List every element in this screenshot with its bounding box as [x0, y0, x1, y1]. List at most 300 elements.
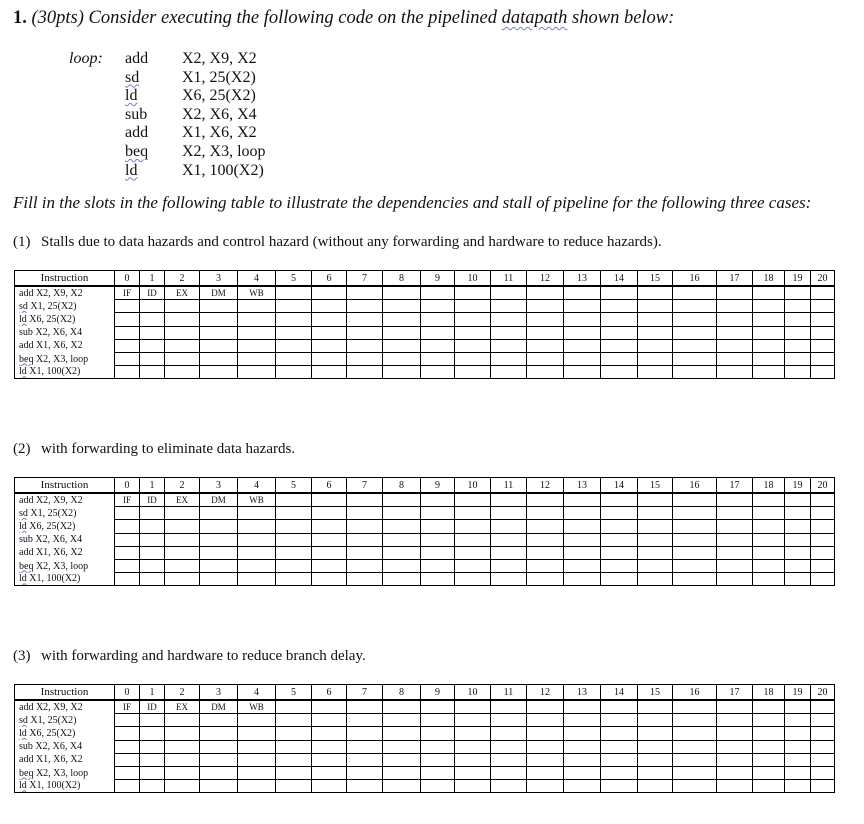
- pipeline-slot[interactable]: [238, 339, 276, 352]
- pipeline-slot[interactable]: [527, 313, 564, 326]
- pipeline-slot[interactable]: [564, 313, 601, 326]
- pipeline-slot[interactable]: [140, 559, 165, 572]
- pipeline-slot[interactable]: [238, 313, 276, 326]
- pipeline-slot[interactable]: [165, 300, 200, 313]
- pipeline-slot[interactable]: [527, 533, 564, 546]
- pipeline-slot[interactable]: [753, 326, 785, 339]
- pipeline-slot[interactable]: [527, 753, 564, 766]
- pipeline-slot[interactable]: [811, 520, 835, 533]
- pipeline-slot[interactable]: [115, 326, 140, 339]
- pipeline-slot[interactable]: [811, 533, 835, 546]
- pipeline-slot[interactable]: [140, 339, 165, 352]
- pipeline-slot[interactable]: [238, 780, 276, 793]
- pipeline-slot[interactable]: [276, 753, 312, 766]
- pipeline-slot[interactable]: [564, 573, 601, 586]
- pipeline-slot[interactable]: [421, 339, 455, 352]
- pipeline-slot[interactable]: [601, 700, 638, 714]
- pipeline-slot[interactable]: [455, 753, 491, 766]
- pipeline-slot[interactable]: [811, 366, 835, 379]
- pipeline-slot[interactable]: [455, 313, 491, 326]
- pipeline-slot[interactable]: [347, 573, 383, 586]
- pipeline-slot[interactable]: [811, 507, 835, 520]
- pipeline-slot[interactable]: [785, 366, 811, 379]
- pipeline-slot[interactable]: [491, 286, 527, 300]
- pipeline-slot[interactable]: [491, 766, 527, 779]
- pipeline-slot[interactable]: [785, 286, 811, 300]
- pipeline-slot[interactable]: [347, 780, 383, 793]
- pipeline-slot[interactable]: [115, 714, 140, 727]
- pipeline-slot[interactable]: [673, 727, 717, 740]
- pipeline-slot[interactable]: [811, 714, 835, 727]
- pipeline-slot[interactable]: [276, 339, 312, 352]
- pipeline-slot[interactable]: WB: [238, 493, 276, 507]
- pipeline-slot[interactable]: [238, 507, 276, 520]
- pipeline-slot[interactable]: [165, 366, 200, 379]
- pipeline-slot[interactable]: [276, 714, 312, 727]
- pipeline-slot[interactable]: [601, 780, 638, 793]
- pipeline-slot[interactable]: [527, 700, 564, 714]
- pipeline-slot[interactable]: [601, 339, 638, 352]
- pipeline-slot[interactable]: [753, 286, 785, 300]
- pipeline-slot[interactable]: [421, 366, 455, 379]
- pipeline-slot[interactable]: [785, 766, 811, 779]
- pipeline-slot[interactable]: [347, 493, 383, 507]
- pipeline-slot[interactable]: [753, 300, 785, 313]
- pipeline-slot[interactable]: [564, 740, 601, 753]
- pipeline-slot[interactable]: [491, 366, 527, 379]
- pipeline-slot[interactable]: [421, 740, 455, 753]
- pipeline-slot[interactable]: [811, 546, 835, 559]
- pipeline-slot[interactable]: [115, 766, 140, 779]
- pipeline-slot[interactable]: [638, 753, 673, 766]
- pipeline-slot[interactable]: [753, 573, 785, 586]
- pipeline-slot[interactable]: [165, 727, 200, 740]
- pipeline-slot[interactable]: [276, 520, 312, 533]
- pipeline-slot[interactable]: [200, 573, 238, 586]
- pipeline-slot[interactable]: [383, 352, 421, 365]
- pipeline-slot[interactable]: [673, 573, 717, 586]
- pipeline-slot[interactable]: [347, 366, 383, 379]
- pipeline-slot[interactable]: [673, 559, 717, 572]
- pipeline-slot[interactable]: [455, 533, 491, 546]
- pipeline-slot[interactable]: [673, 300, 717, 313]
- pipeline-slot[interactable]: [491, 313, 527, 326]
- pipeline-slot[interactable]: [347, 286, 383, 300]
- pipeline-slot[interactable]: [383, 366, 421, 379]
- pipeline-slot[interactable]: [753, 766, 785, 779]
- pipeline-slot[interactable]: [527, 559, 564, 572]
- pipeline-slot[interactable]: [638, 339, 673, 352]
- pipeline-slot[interactable]: [717, 753, 753, 766]
- pipeline-slot[interactable]: [601, 507, 638, 520]
- pipeline-slot[interactable]: [564, 559, 601, 572]
- pipeline-slot[interactable]: [491, 326, 527, 339]
- pipeline-slot[interactable]: [115, 780, 140, 793]
- pipeline-slot[interactable]: [638, 714, 673, 727]
- pipeline-slot[interactable]: [238, 740, 276, 753]
- pipeline-slot[interactable]: [638, 766, 673, 779]
- pipeline-slot[interactable]: [673, 740, 717, 753]
- pipeline-slot[interactable]: [491, 507, 527, 520]
- pipeline-slot[interactable]: [785, 300, 811, 313]
- pipeline-slot[interactable]: IF: [115, 493, 140, 507]
- pipeline-slot[interactable]: [564, 727, 601, 740]
- pipeline-slot[interactable]: [276, 740, 312, 753]
- pipeline-slot[interactable]: [383, 533, 421, 546]
- pipeline-slot[interactable]: [165, 766, 200, 779]
- pipeline-slot[interactable]: [717, 493, 753, 507]
- pipeline-slot[interactable]: [564, 352, 601, 365]
- pipeline-slot[interactable]: [140, 753, 165, 766]
- pipeline-slot[interactable]: [455, 366, 491, 379]
- pipeline-slot[interactable]: [140, 766, 165, 779]
- pipeline-slot[interactable]: [165, 714, 200, 727]
- pipeline-slot[interactable]: DM: [200, 493, 238, 507]
- pipeline-slot[interactable]: [312, 313, 347, 326]
- pipeline-slot[interactable]: [491, 300, 527, 313]
- pipeline-slot[interactable]: [115, 546, 140, 559]
- pipeline-slot[interactable]: [421, 326, 455, 339]
- pipeline-slot[interactable]: [601, 493, 638, 507]
- pipeline-slot[interactable]: [785, 520, 811, 533]
- pipeline-slot[interactable]: [238, 753, 276, 766]
- pipeline-slot[interactable]: [421, 753, 455, 766]
- pipeline-slot[interactable]: [491, 753, 527, 766]
- pipeline-slot[interactable]: [276, 546, 312, 559]
- pipeline-slot[interactable]: [140, 573, 165, 586]
- pipeline-slot[interactable]: [200, 366, 238, 379]
- pipeline-slot[interactable]: [638, 300, 673, 313]
- pipeline-slot[interactable]: [491, 520, 527, 533]
- pipeline-slot[interactable]: [491, 727, 527, 740]
- pipeline-slot[interactable]: [238, 546, 276, 559]
- pipeline-slot[interactable]: [564, 533, 601, 546]
- pipeline-slot[interactable]: [347, 339, 383, 352]
- pipeline-slot[interactable]: [347, 753, 383, 766]
- pipeline-slot[interactable]: [238, 352, 276, 365]
- pipeline-slot[interactable]: [312, 714, 347, 727]
- pipeline-slot[interactable]: [638, 740, 673, 753]
- pipeline-slot[interactable]: [455, 780, 491, 793]
- pipeline-slot[interactable]: [312, 339, 347, 352]
- pipeline-slot[interactable]: [527, 300, 564, 313]
- pipeline-slot[interactable]: [527, 352, 564, 365]
- pipeline-slot[interactable]: [811, 727, 835, 740]
- pipeline-slot[interactable]: [673, 339, 717, 352]
- pipeline-slot[interactable]: [276, 533, 312, 546]
- pipeline-slot[interactable]: [165, 339, 200, 352]
- pipeline-slot[interactable]: [347, 740, 383, 753]
- pipeline-slot[interactable]: [238, 533, 276, 546]
- pipeline-slot[interactable]: [811, 493, 835, 507]
- pipeline-slot[interactable]: [785, 533, 811, 546]
- pipeline-slot[interactable]: [811, 313, 835, 326]
- pipeline-slot[interactable]: [491, 533, 527, 546]
- pipeline-slot[interactable]: [811, 326, 835, 339]
- pipeline-slot[interactable]: [785, 753, 811, 766]
- pipeline-slot[interactable]: [421, 573, 455, 586]
- pipeline-slot[interactable]: [673, 753, 717, 766]
- pipeline-slot[interactable]: [421, 727, 455, 740]
- pipeline-slot[interactable]: [811, 753, 835, 766]
- pipeline-slot[interactable]: [140, 326, 165, 339]
- pipeline-slot[interactable]: [238, 326, 276, 339]
- pipeline-slot[interactable]: [491, 559, 527, 572]
- pipeline-slot[interactable]: [312, 507, 347, 520]
- pipeline-slot[interactable]: [673, 493, 717, 507]
- pipeline-slot[interactable]: [753, 753, 785, 766]
- pipeline-slot[interactable]: [165, 352, 200, 365]
- pipeline-slot[interactable]: [383, 780, 421, 793]
- pipeline-slot[interactable]: [811, 300, 835, 313]
- pipeline-slot[interactable]: [200, 727, 238, 740]
- pipeline-slot[interactable]: [527, 366, 564, 379]
- pipeline-slot[interactable]: [115, 339, 140, 352]
- pipeline-slot[interactable]: [383, 520, 421, 533]
- pipeline-slot[interactable]: DM: [200, 700, 238, 714]
- pipeline-slot[interactable]: [140, 714, 165, 727]
- pipeline-slot[interactable]: [717, 339, 753, 352]
- pipeline-slot[interactable]: [238, 573, 276, 586]
- pipeline-slot[interactable]: [383, 714, 421, 727]
- pipeline-slot[interactable]: [717, 533, 753, 546]
- pipeline-slot[interactable]: [421, 714, 455, 727]
- pipeline-slot[interactable]: [785, 740, 811, 753]
- pipeline-slot[interactable]: [455, 507, 491, 520]
- pipeline-slot[interactable]: [753, 352, 785, 365]
- pipeline-slot[interactable]: [200, 533, 238, 546]
- pipeline-slot[interactable]: [238, 714, 276, 727]
- pipeline-slot[interactable]: [785, 727, 811, 740]
- pipeline-slot[interactable]: [200, 520, 238, 533]
- pipeline-slot[interactable]: [564, 520, 601, 533]
- pipeline-slot[interactable]: [717, 727, 753, 740]
- pipeline-slot[interactable]: [140, 546, 165, 559]
- pipeline-slot[interactable]: [527, 766, 564, 779]
- pipeline-slot[interactable]: [811, 740, 835, 753]
- pipeline-slot[interactable]: [421, 352, 455, 365]
- pipeline-slot[interactable]: [421, 559, 455, 572]
- pipeline-slot[interactable]: [564, 780, 601, 793]
- pipeline-slot[interactable]: [601, 727, 638, 740]
- pipeline-slot[interactable]: [753, 520, 785, 533]
- pipeline-slot[interactable]: [115, 300, 140, 313]
- pipeline-slot[interactable]: [421, 780, 455, 793]
- pipeline-slot[interactable]: [673, 766, 717, 779]
- pipeline-slot[interactable]: [753, 780, 785, 793]
- pipeline-slot[interactable]: [785, 339, 811, 352]
- pipeline-slot[interactable]: [115, 352, 140, 365]
- pipeline-slot[interactable]: [383, 313, 421, 326]
- pipeline-slot[interactable]: [455, 740, 491, 753]
- pipeline-slot[interactable]: [347, 520, 383, 533]
- pipeline-slot[interactable]: [165, 326, 200, 339]
- pipeline-slot[interactable]: [638, 286, 673, 300]
- pipeline-slot[interactable]: [140, 740, 165, 753]
- pipeline-slot[interactable]: ID: [140, 493, 165, 507]
- pipeline-slot[interactable]: [785, 573, 811, 586]
- pipeline-slot[interactable]: [140, 533, 165, 546]
- pipeline-slot[interactable]: WB: [238, 700, 276, 714]
- pipeline-slot[interactable]: [200, 352, 238, 365]
- pipeline-slot[interactable]: [527, 780, 564, 793]
- pipeline-slot[interactable]: [673, 286, 717, 300]
- pipeline-slot[interactable]: [785, 700, 811, 714]
- pipeline-slot[interactable]: [564, 326, 601, 339]
- pipeline-slot[interactable]: [312, 546, 347, 559]
- pipeline-slot[interactable]: [165, 313, 200, 326]
- pipeline-slot[interactable]: [383, 286, 421, 300]
- pipeline-slot[interactable]: [753, 533, 785, 546]
- pipeline-slot[interactable]: [717, 313, 753, 326]
- pipeline-slot[interactable]: [527, 339, 564, 352]
- pipeline-slot[interactable]: [276, 780, 312, 793]
- pipeline-slot[interactable]: [455, 766, 491, 779]
- pipeline-slot[interactable]: [601, 286, 638, 300]
- pipeline-slot[interactable]: [811, 352, 835, 365]
- pipeline-slot[interactable]: [200, 766, 238, 779]
- pipeline-slot[interactable]: [347, 326, 383, 339]
- pipeline-slot[interactable]: [673, 700, 717, 714]
- pipeline-slot[interactable]: [785, 780, 811, 793]
- pipeline-slot[interactable]: [673, 714, 717, 727]
- pipeline-slot[interactable]: [673, 352, 717, 365]
- pipeline-slot[interactable]: [165, 559, 200, 572]
- pipeline-slot[interactable]: [811, 286, 835, 300]
- pipeline-slot[interactable]: [673, 507, 717, 520]
- pipeline-slot[interactable]: [165, 520, 200, 533]
- pipeline-slot[interactable]: [785, 313, 811, 326]
- pipeline-slot[interactable]: [673, 313, 717, 326]
- pipeline-slot[interactable]: [638, 520, 673, 533]
- pipeline-slot[interactable]: [383, 753, 421, 766]
- pipeline-slot[interactable]: [238, 559, 276, 572]
- pipeline-slot[interactable]: [527, 727, 564, 740]
- pipeline-slot[interactable]: [491, 493, 527, 507]
- pipeline-slot[interactable]: [717, 300, 753, 313]
- pipeline-slot[interactable]: [115, 753, 140, 766]
- pipeline-slot[interactable]: [491, 740, 527, 753]
- pipeline-slot[interactable]: [638, 727, 673, 740]
- pipeline-slot[interactable]: [115, 573, 140, 586]
- pipeline-slot[interactable]: [115, 559, 140, 572]
- pipeline-slot[interactable]: [200, 313, 238, 326]
- pipeline-slot[interactable]: [527, 520, 564, 533]
- pipeline-slot[interactable]: [115, 727, 140, 740]
- pipeline-slot[interactable]: [564, 493, 601, 507]
- pipeline-slot[interactable]: [312, 740, 347, 753]
- pipeline-slot[interactable]: [238, 300, 276, 313]
- pipeline-slot[interactable]: [753, 313, 785, 326]
- pipeline-slot[interactable]: DM: [200, 286, 238, 300]
- pipeline-slot[interactable]: [276, 559, 312, 572]
- pipeline-slot[interactable]: [717, 507, 753, 520]
- pipeline-slot[interactable]: [276, 326, 312, 339]
- pipeline-slot[interactable]: [140, 507, 165, 520]
- pipeline-slot[interactable]: [347, 727, 383, 740]
- pipeline-slot[interactable]: [601, 740, 638, 753]
- pipeline-slot[interactable]: [785, 326, 811, 339]
- pipeline-slot[interactable]: [811, 339, 835, 352]
- pipeline-slot[interactable]: [276, 366, 312, 379]
- pipeline-slot[interactable]: [638, 533, 673, 546]
- pipeline-slot[interactable]: [165, 740, 200, 753]
- pipeline-slot[interactable]: [717, 740, 753, 753]
- pipeline-slot[interactable]: [753, 740, 785, 753]
- pipeline-slot[interactable]: [140, 313, 165, 326]
- pipeline-slot[interactable]: [200, 714, 238, 727]
- pipeline-slot[interactable]: [638, 493, 673, 507]
- pipeline-slot[interactable]: [200, 300, 238, 313]
- pipeline-slot[interactable]: [601, 714, 638, 727]
- pipeline-slot[interactable]: [811, 559, 835, 572]
- pipeline-slot[interactable]: [638, 573, 673, 586]
- pipeline-slot[interactable]: [564, 507, 601, 520]
- pipeline-slot[interactable]: [717, 766, 753, 779]
- pipeline-slot[interactable]: [601, 326, 638, 339]
- pipeline-slot[interactable]: [638, 780, 673, 793]
- pipeline-slot[interactable]: [753, 493, 785, 507]
- pipeline-slot[interactable]: [347, 352, 383, 365]
- pipeline-slot[interactable]: [673, 533, 717, 546]
- pipeline-slot[interactable]: [383, 740, 421, 753]
- pipeline-slot[interactable]: [347, 300, 383, 313]
- pipeline-slot[interactable]: [455, 326, 491, 339]
- pipeline-slot[interactable]: [276, 766, 312, 779]
- pipeline-slot[interactable]: [785, 559, 811, 572]
- pipeline-slot[interactable]: [455, 714, 491, 727]
- pipeline-slot[interactable]: [115, 366, 140, 379]
- pipeline-slot[interactable]: [421, 313, 455, 326]
- pipeline-slot[interactable]: [527, 286, 564, 300]
- pipeline-slot[interactable]: [455, 352, 491, 365]
- pipeline-slot[interactable]: ID: [140, 286, 165, 300]
- pipeline-slot[interactable]: [785, 714, 811, 727]
- pipeline-slot[interactable]: [276, 313, 312, 326]
- pipeline-slot[interactable]: [421, 533, 455, 546]
- pipeline-slot[interactable]: [276, 573, 312, 586]
- pipeline-slot[interactable]: [811, 780, 835, 793]
- pipeline-slot[interactable]: [717, 714, 753, 727]
- pipeline-slot[interactable]: [564, 300, 601, 313]
- pipeline-slot[interactable]: [383, 766, 421, 779]
- pipeline-slot[interactable]: [455, 300, 491, 313]
- pipeline-slot[interactable]: [564, 339, 601, 352]
- pipeline-slot[interactable]: [527, 507, 564, 520]
- pipeline-slot[interactable]: [785, 546, 811, 559]
- pipeline-slot[interactable]: [785, 352, 811, 365]
- pipeline-slot[interactable]: [312, 727, 347, 740]
- pipeline-slot[interactable]: [717, 352, 753, 365]
- pipeline-slot[interactable]: [347, 559, 383, 572]
- pipeline-slot[interactable]: [564, 700, 601, 714]
- pipeline-slot[interactable]: [455, 286, 491, 300]
- pipeline-slot[interactable]: [601, 352, 638, 365]
- pipeline-slot[interactable]: [347, 546, 383, 559]
- pipeline-slot[interactable]: [140, 352, 165, 365]
- pipeline-slot[interactable]: [455, 493, 491, 507]
- pipeline-slot[interactable]: [601, 559, 638, 572]
- pipeline-slot[interactable]: [601, 366, 638, 379]
- pipeline-slot[interactable]: ID: [140, 700, 165, 714]
- pipeline-slot[interactable]: [638, 313, 673, 326]
- pipeline-slot[interactable]: [312, 366, 347, 379]
- pipeline-slot[interactable]: [455, 559, 491, 572]
- pipeline-slot[interactable]: [383, 727, 421, 740]
- pipeline-slot[interactable]: [527, 326, 564, 339]
- pipeline-slot[interactable]: [383, 507, 421, 520]
- pipeline-slot[interactable]: [753, 507, 785, 520]
